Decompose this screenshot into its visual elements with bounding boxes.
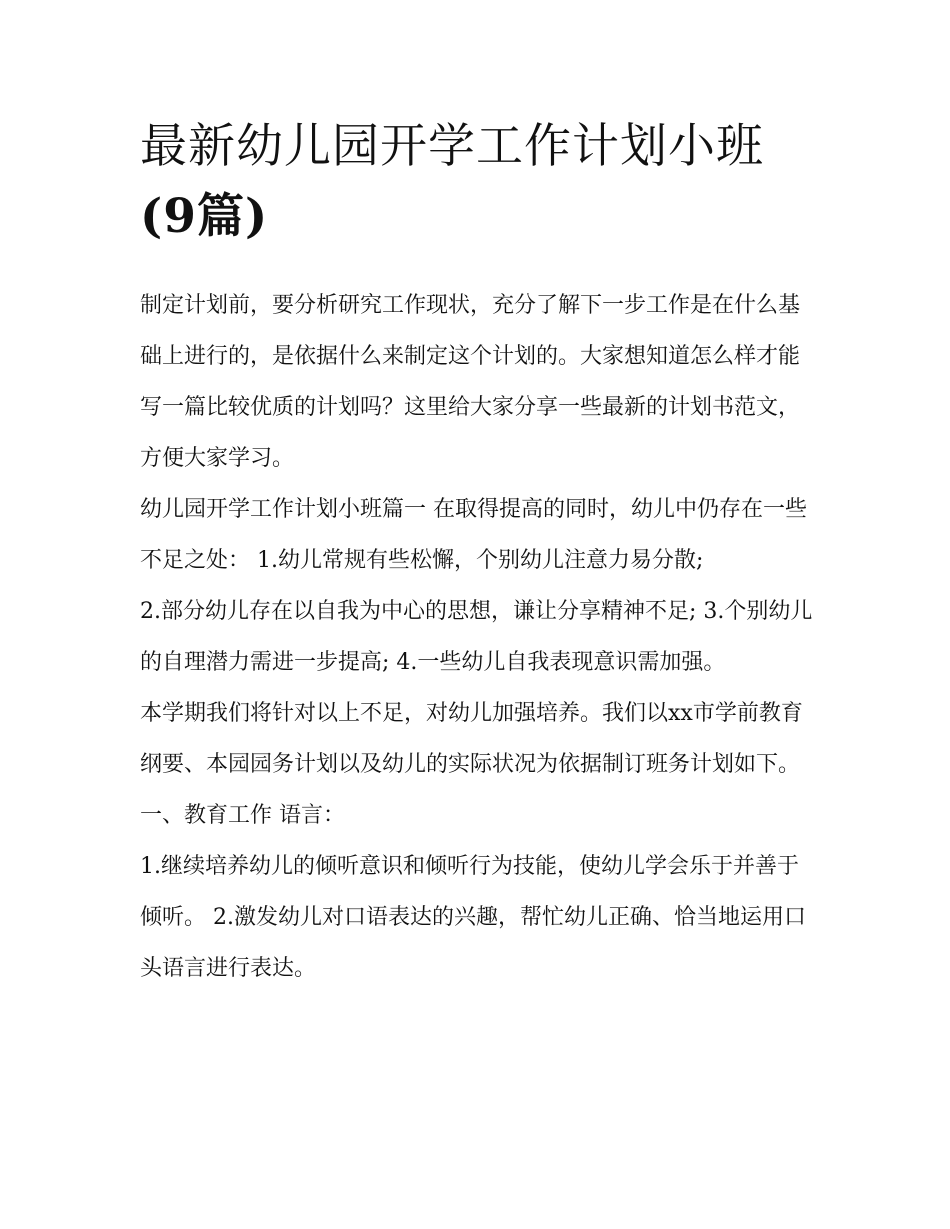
paragraph-1: 幼儿园开学工作计划小班篇一 在取得提高的同时，幼儿中仍存在一些不足之处： 1.幼儿常规有些松懈，个别幼儿注意力易分散; bbox=[140, 497, 807, 573]
paragraph-2: 2.部分幼儿存在以自我为中心的思想，谦让分享精神不足; 3.个别幼儿的自理潜力需进一步提高; 4.一些幼儿自我表现意识需加强。 bbox=[140, 599, 813, 675]
title-line-1: 最新幼儿园开学工作计划小班 bbox=[140, 119, 764, 174]
paragraph-intro: 制定计划前，要分析研究工作现状，充分了解下一步工作是在什么基础上进行的，是依据什么来制定这个计划的。大家想知道怎么样才能写一篇比较优质的计划吗？这里给大家分享一些最新的计划书范文，方便大家学习。 bbox=[140, 293, 801, 471]
paragraph-4: 1.继续培养幼儿的倾听意识和倾听行为技能，使幼儿学会乐于并善于倾听。 2.激发幼儿对口语表达的兴趣，帮忙幼儿正确、恰当地运用口头语言进行表达。 bbox=[140, 854, 806, 981]
paragraph-3: 本学期我们将针对以上不足，对幼儿加强培养。我们以xx市学前教育纲要、本园园务计划以及幼儿的实际状况为依据制订班务计划如下。 一、教育工作 语言： bbox=[140, 701, 803, 828]
document-body bbox=[140, 280, 820, 994]
title-line-2: (9篇) bbox=[140, 189, 269, 244]
document-title bbox=[140, 112, 820, 252]
